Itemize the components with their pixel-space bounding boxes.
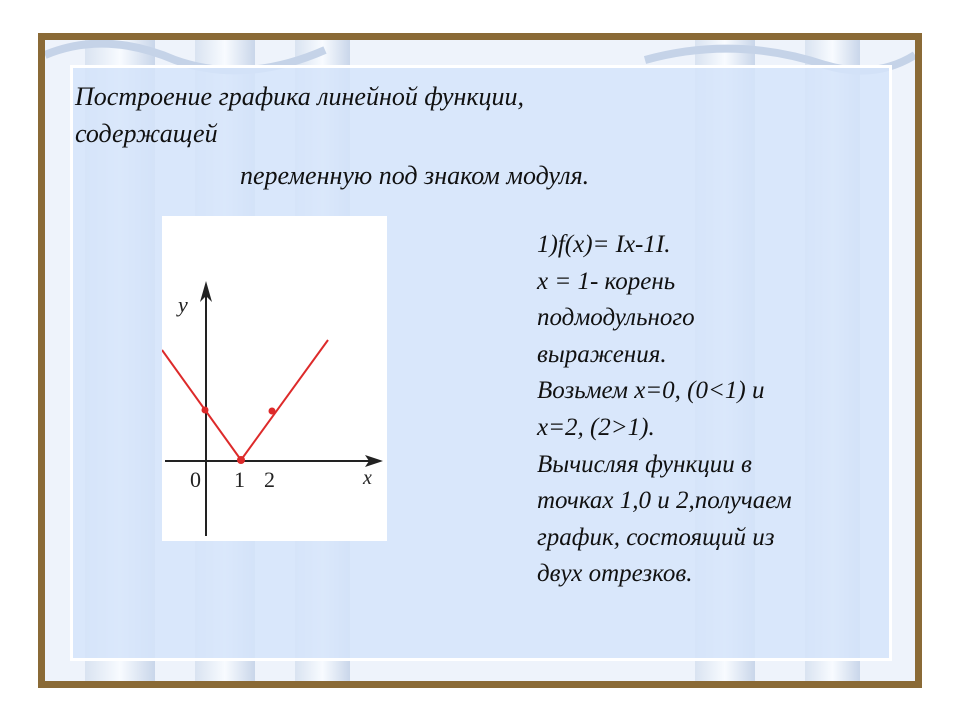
graph-svg — [162, 216, 387, 541]
explanation-line: выражения. — [537, 340, 667, 368]
tick-label-2: 2 — [264, 467, 275, 492]
x-axis-label: x — [363, 467, 372, 489]
slide-title-line-3: переменную под знаком модуля. — [240, 161, 590, 190]
function-graph — [162, 216, 387, 541]
graph-point-x1 — [237, 456, 245, 464]
y-axis-label: y — [178, 292, 188, 317]
explanation-line: Вычисляя функции в — [537, 450, 752, 478]
tick-label-0: 0 — [190, 467, 201, 492]
graph-segment-left — [162, 350, 241, 460]
explanation-line: подмодульного — [537, 304, 695, 332]
slide-title-line-2: содержащей — [75, 119, 218, 148]
explanation-text — [537, 227, 897, 593]
graph-point-x2 — [269, 408, 276, 415]
explanation-line: двух отрезков. — [537, 560, 693, 588]
tick-label-1: 1 — [234, 467, 245, 492]
graph-segment-right — [241, 340, 328, 460]
explanation-line: 1)f(x)= Ix-1I. — [537, 231, 671, 258]
slide-title-line-1: Построение графика линейной функции, — [75, 82, 525, 111]
explanation-line: график, состоящий из — [537, 523, 775, 551]
graph-point-x0 — [202, 407, 209, 414]
explanation-line: Возьмем x=0, (0<1) и — [537, 377, 765, 405]
explanation-line: x=2, (2>1). — [537, 413, 655, 441]
explanation-line: точках 1,0 и 2,получаем — [537, 487, 792, 515]
explanation-line: x = 1- корень — [537, 267, 676, 295]
